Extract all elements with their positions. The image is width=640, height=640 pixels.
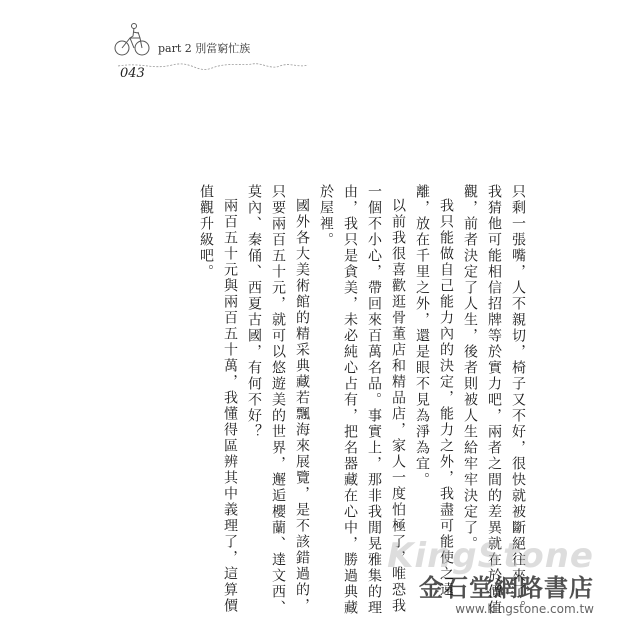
page-number: 043 bbox=[120, 66, 145, 81]
page-header bbox=[112, 18, 312, 88]
watermark-logo: KingStone bbox=[387, 536, 594, 576]
paragraph-5: 兩百五十元與兩百五十萬，我懂得區辨其中義理了，這算價值觀升級吧。 bbox=[198, 184, 238, 614]
paragraph-3: 以前我很喜歡逛骨董店和精品店，家人一度怕極了，唯恐我一個不小心，帶回來百萬名品。事實上，那非我閒晃雅集的理由，我只是貪美，未必純心占有，把名器藏在心中，勝過典藏於屋裡。 bbox=[318, 184, 406, 616]
vertical-text-body bbox=[198, 184, 530, 624]
watermark-store-name: 金石堂網路書店 bbox=[419, 573, 594, 602]
paragraph-2: 我只能做自己能力內的決定，能力之外，我盡可能使之遠離，放在千里之外，還是眼不見為淨為宜。 bbox=[414, 184, 454, 598]
paragraph-4: 國外各大美術館的精采典藏若飄海來展覽，是不該錯過的，只要兩百五十元，就可以悠遊美的世界，邂逅櫻蘭、達文西、莫內、秦俑、西夏古國，有何不好？ bbox=[246, 184, 310, 616]
paragraph-1: 只剩一張嘴，人不親切，椅子又不好，很快就被斷絕往來了。我猜他可能相信招牌等於實力吧，兩者之間的差異就在於價值觀，前者決定了人生，後者則被人生給牢牢決定了。 bbox=[462, 184, 526, 616]
watermark-url: www.kingstone.com.tw bbox=[455, 602, 594, 616]
part-title: part 2 別當窮忙族 bbox=[158, 42, 251, 55]
